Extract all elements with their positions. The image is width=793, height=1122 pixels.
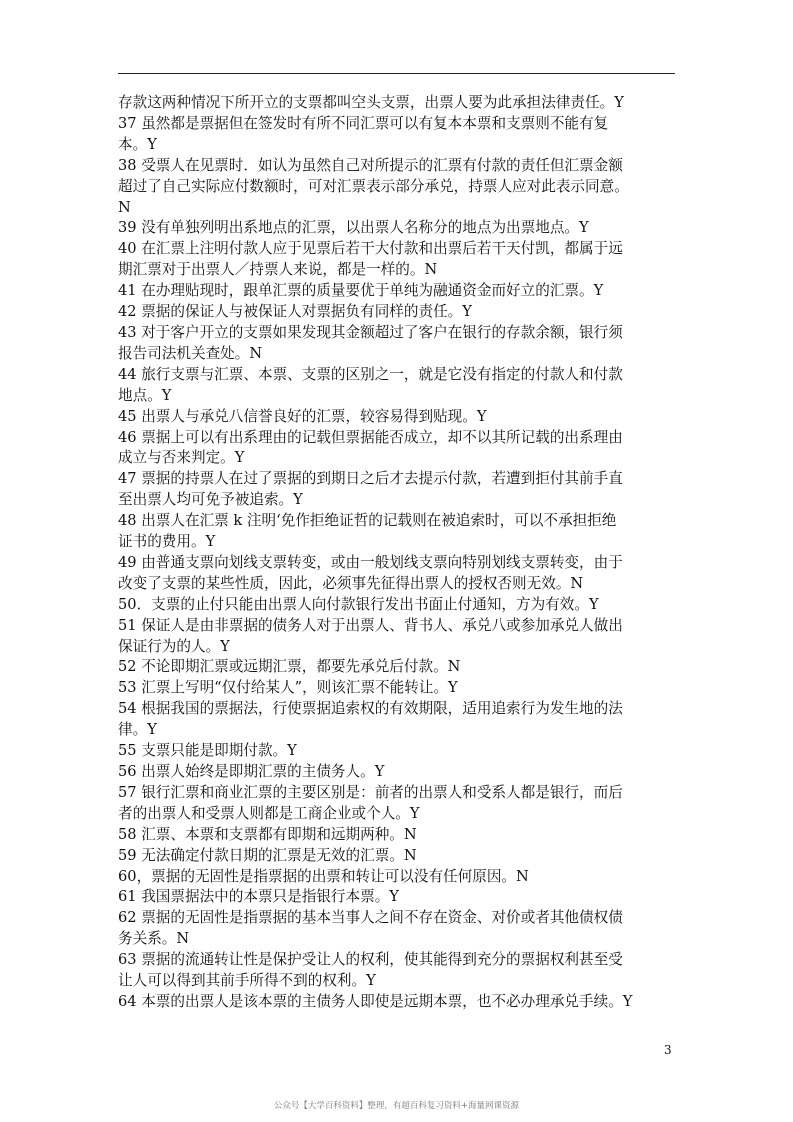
footer-watermark: 公众号【大学百科资料】整理，有超百科复习资料+海量网课资源 bbox=[273, 1101, 520, 1111]
text-line: 保证行为的人。Y bbox=[118, 637, 230, 655]
text-line: 42 票据的保证人与被保证人对票据负有同样的责任。Y bbox=[118, 303, 472, 321]
text-line: 改变了支票的某些性质，因此，必须事先征得出票人的授权否则无效。N bbox=[118, 574, 584, 592]
text-line: 52 不论即期汇票或远期汇票，都要先承兑后付款。N bbox=[118, 658, 461, 676]
text-line: 55 支票只能是即期付款。Y bbox=[118, 742, 297, 760]
text-line: 38 受票人在见票时．如认为虽然自己对所提示的汇票有付款的责任但汇票金额 bbox=[118, 156, 623, 174]
page-number: 3 bbox=[664, 1043, 672, 1057]
text-line: 本。Y bbox=[118, 135, 157, 153]
text-line: 务关系。N bbox=[118, 930, 190, 948]
text-line: 62 票据的无固性是指票据的基本当事人之间不存在资金、对价或者其他债权债 bbox=[118, 909, 623, 927]
text-line: 47 票据的持票人在过了票据的到期日之后才去提示付款，若遭到拒付其前手直 bbox=[118, 470, 623, 488]
text-line: 60，票据的无固性是指票据的出票和转让可以没有任何原因。N bbox=[118, 867, 529, 885]
text-line: 58 汇票、本票和支票都有即期和远期两种。N bbox=[118, 825, 417, 843]
text-line: 64 本票的出票人是该本票的主债务人即使是远期本票，也不必办理承兑手续。Y bbox=[118, 992, 633, 1010]
text-line: 43 对于客户开立的支票如果发现其金额超过了客户在银行的存款余额，银行须 bbox=[118, 323, 623, 341]
text-line: 39 没有单独列明出系地点的汇票，以出票人名称分的地点为出票地点。Y bbox=[118, 219, 589, 237]
text-line: N bbox=[118, 198, 131, 216]
text-line: 成立与否来判定。Y bbox=[118, 449, 245, 467]
text-line: 期汇票对于出票人／持票人来说，都是一样的。N bbox=[118, 261, 438, 279]
text-line: 61 我国票据法中的本票只是指银行本票。Y bbox=[118, 888, 399, 906]
text-line: 存款这两种情况下所开立的支票都叫空头支票，出票人要为此承担法律责任。Y bbox=[118, 94, 624, 111]
text-line: 证书的费用。Y bbox=[118, 533, 216, 551]
text-line: 者的出票人和受票人则都是工商企业或个人。Y bbox=[118, 804, 420, 822]
text-line: 律。Y bbox=[118, 721, 157, 739]
text-line: 54 根据我国的票据法，行使票据追索权的有效期限，适用追索行为发生地的法 bbox=[118, 700, 623, 718]
text-line: 40 在汇票上注明付款人应于见票后若干大付款和出票后若干天付凯，都属于远 bbox=[118, 240, 623, 258]
text-line: 53 汇票上写明“仅付给某人”，则该汇票不能转让。Y bbox=[118, 679, 458, 697]
text-line: 37 虽然都是票据但在签发时有所不同汇票可以有复本本票和支票则不能有复 bbox=[118, 114, 609, 132]
text-line: 59 无法确定付款日期的汇票是无效的汇票。N bbox=[118, 846, 417, 864]
text-line: 56 出票人始终是即期汇票的主债务人。Y bbox=[118, 763, 385, 780]
text-line: 63 票据的流通转让性是保护受让人的权利，使其能得到充分的票据权利甚至受 bbox=[118, 951, 623, 969]
text-line: 至出票人均可免予被追索。Y bbox=[118, 491, 303, 509]
header-rule bbox=[118, 73, 675, 74]
text-line: 51 保证人是由非票据的债务人对于出票人、背书人、承兑八或参加承兑人做出 bbox=[118, 616, 623, 634]
document-body bbox=[118, 93, 678, 1013]
text-line: 50．支票的止付只能由出票人向付款银行发出书面止付通知，方为有效。Y bbox=[118, 595, 599, 613]
text-line: 地点。Y bbox=[118, 386, 172, 404]
text-line: 41 在办理贴现时，跟单汇票的质量要优于单纯为融通资金而好立的汇票。Y bbox=[118, 282, 604, 300]
text-line: 49 由普通支票向划线支票转变，或由一般划线支票向特别划线支票转变，由于 bbox=[118, 553, 623, 571]
text-line: 46 票据上可以有出系理由的记载但票据能否成立，却不以其所记载的出系理由 bbox=[118, 428, 623, 446]
text-line: 45 出票人与承兑八信誉良好的汇票，较容易得到贴现。Y bbox=[118, 407, 487, 425]
text-line: 超过了自己实际应付数额时，可对汇票表示部分承兑，持票人应对此表示同意。 bbox=[118, 177, 629, 195]
text-line: 57 银行汇票和商业汇票的主要区别是：前者的出票人和受系人都是银行，而后 bbox=[118, 783, 623, 801]
text-line: 44 旅行支票与汇票、本票、支票的区别之一，就是它没有指定的付款人和付款 bbox=[118, 365, 623, 383]
text-line: 48 出票人在汇票 k 注明‘免作拒绝证哲的记载则在被追索时，可以不承担拒绝 bbox=[118, 512, 617, 530]
text-line: 让人可以得到其前手所得不到的权利。Y bbox=[118, 972, 376, 990]
text-line: 报告司法机关查处。N bbox=[118, 344, 263, 362]
